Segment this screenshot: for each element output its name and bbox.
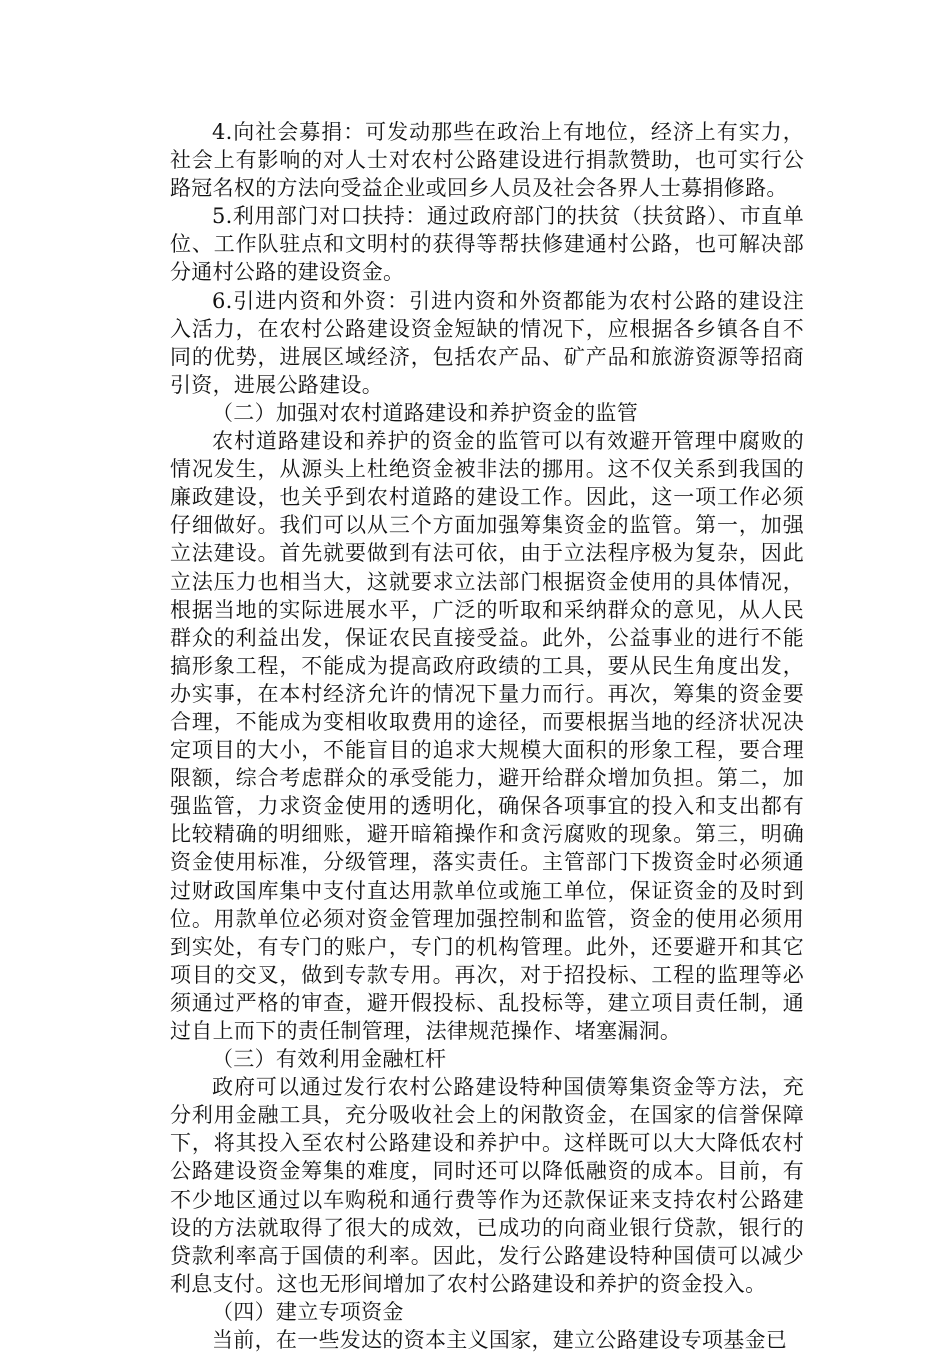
paragraph-domestic-foreign-investment: 6.引进内资和外资：引进内资和外资都能为农村公路的建设注入活力，在农村公路建设资金短缺的情况下，应根据各乡镇各自不同的优势，进展区域经济，包括农产品、矿产品和旅游资源等招商引资，进展公路建设。 — [170, 288, 804, 397]
paragraph-special-funds: 当前，在一些发达的资本主义国家，建立公路建设专项基金已 — [212, 1328, 788, 1353]
section-heading-financial-leverage: （三）有效利用金融杠杆 — [212, 1047, 447, 1072]
paragraph-department-support: 5.利用部门对口扶持：通过政府部门的扶贫（扶贫路）、市直单位、工作队驻点和文明村的获得等帮扶修建通村公路，也可解决部分通村公路的建设资金。 — [170, 204, 804, 285]
paragraph-fund-supervision: 农村道路建设和养护的资金的监管可以有效避开管理中腐败的情况发生，从源头上杜绝资金被非法的挪用。这不仅关系到我国的廉政建设，也关乎到农村道路的建设工作。因此，这一项工作必须仔细做好。我们可以从三个方面加强筹集资金的监管。第一，加强立法建设。首先就要做到有法可依，由于立法程序极为复杂，因此立法压力也相当大，这就要求立法部门根据资金使用的具体情况，根据当地的实际进展水平，广泛的听取和采纳群众的意见，从人民群众的利益出发，保证农民直接受益。此外，公益事业的进行不能搞形象工程，不能成为提高政府政绩的工具，要从民生角度出发，办实事，在本村经济允许的情况下量力而行。再次，筹集的资金要合理，不能成为变相收取费用的途径，而要根据当地的经济状况决定项目的大小，不能盲目的追求大规模大面积的形象工程，要合理限额，综合考虑群众的承受能力，避开给群众增加负担。第二，加强监管，力求资金使用的透明化，确保各项事宜的投入和支出都有比较精确的明细账，避开暗箱操作和贪污腐败的现象。第三，明确资金使用标准，分级管理，落实责任。主管部门下拨资金时必须通过财政国库集中支付直达用款单位或施工单位，保证资金的及时到位。用款单位必须对资金管理加强控制和监管，资金的使用必须用到实处，有专门的账户，专门的机构管理。此外，还要避开和其它项目的交叉，做到专款专用。再次，对于招投标、工程的监理等必须通过严格的审查，避开假投标、乱投标等，建立项目责任制，通过自上而下的责任制管理，法律规范操作、堵塞漏洞。 — [170, 429, 804, 1043]
section-heading-special-funds: （四）建立专项资金 — [212, 1299, 404, 1324]
section-heading-fund-supervision: （二）加强对农村道路建设和养护资金的监管 — [212, 400, 638, 425]
paragraph-financial-leverage: 政府可以通过发行农村公路建设特种国债筹集资金等方法，充分利用金融工具，充分吸收社会上的闲散资金，在国家的信誉保障下，将其投入至农村公路建设和养护中。这样既可以大大降低农村公路建设资金筹集的难度，同时还可以降低融资的成本。目前，有不少地区通过以车购税和通行费等作为还款保证来支持农村公路建设的方法就取得了很大的成效，已成功的向商业银行贷款，银行的贷款利率高于国债的利率。因此，发行公路建设特种国债可以减少利息支付。这也无形间增加了农村公路建设和养护的资金投入。 — [170, 1075, 804, 1296]
paragraph-social-donation: 4.向社会募捐：可发动那些在政治上有地位，经济上有实力，社会上有影响的对人士对农村公路建设进行捐款赞助，也可实行公路冠名权的方法向受益企业或回乡人员及社会各界人士募捐修路。 — [170, 120, 804, 201]
document-body — [170, 118, 804, 1354]
